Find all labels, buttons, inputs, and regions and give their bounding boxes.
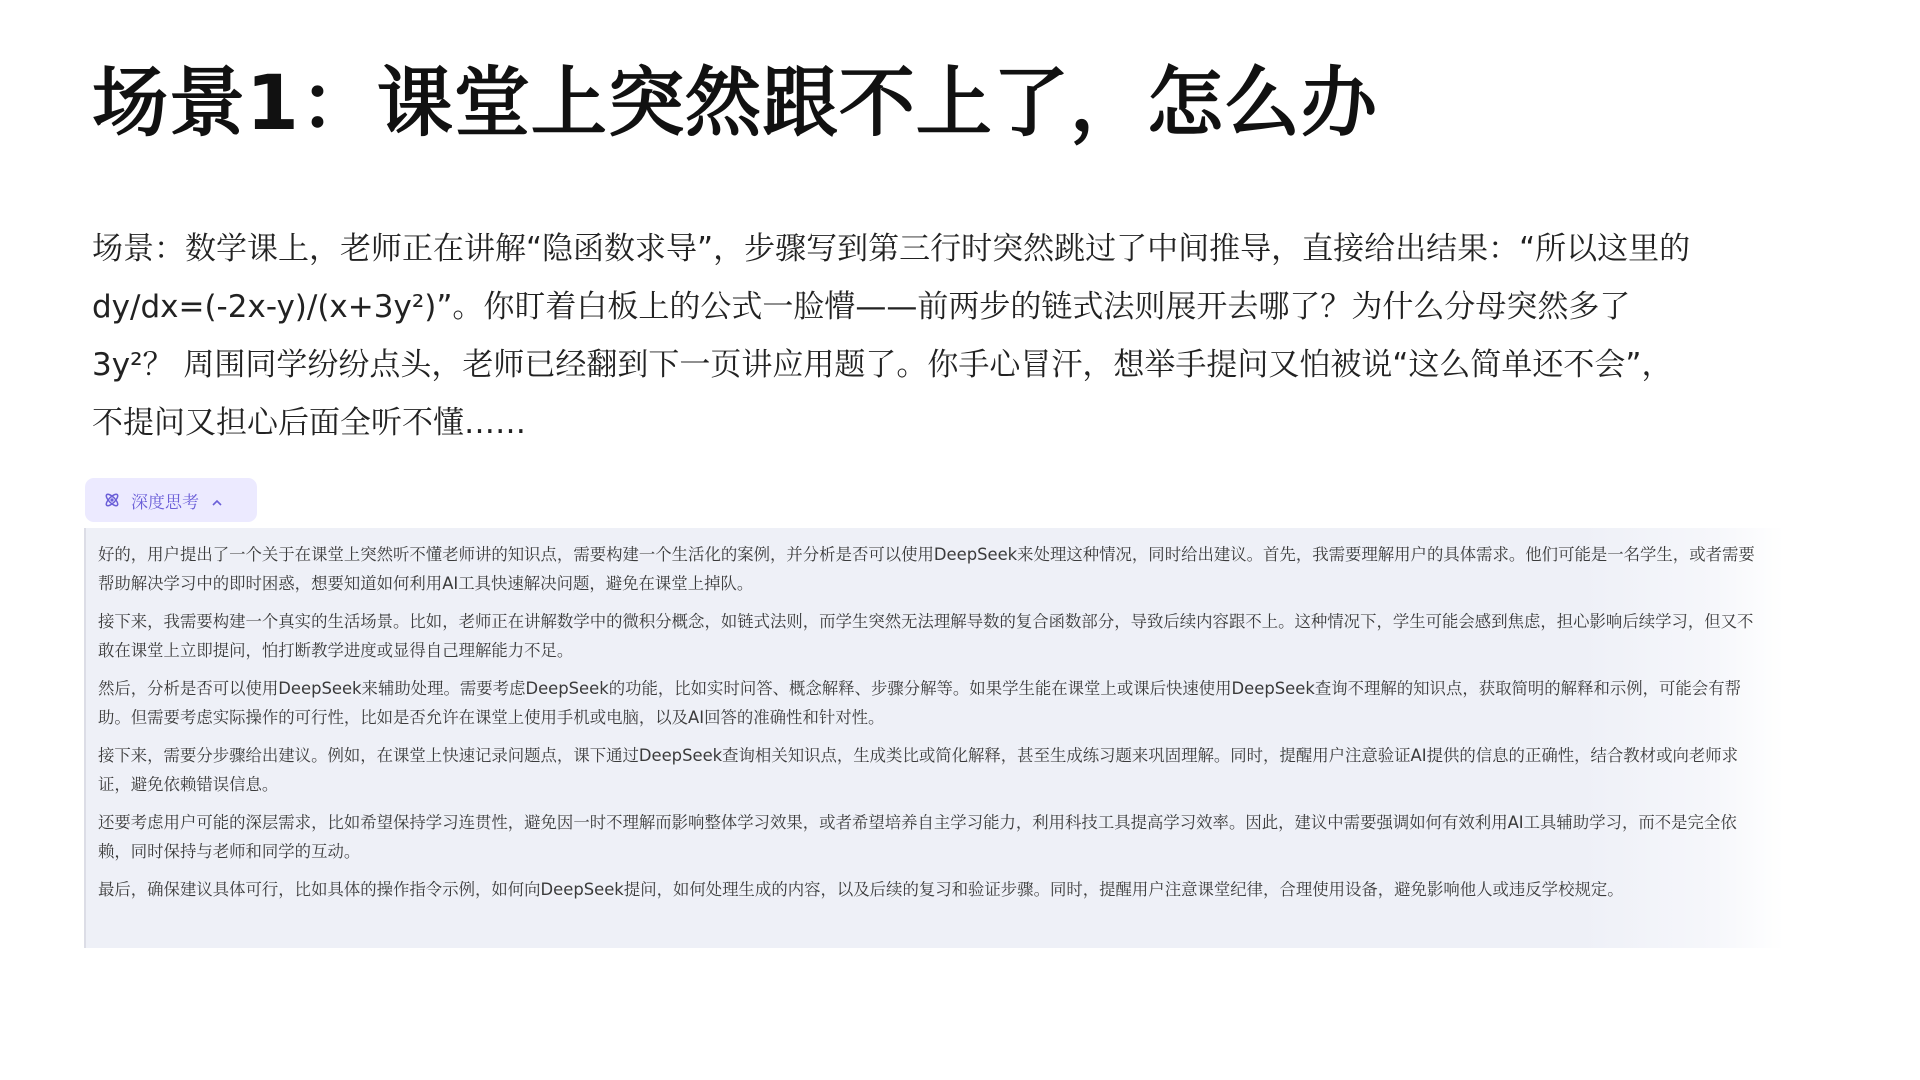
slide-title: 场景1：课堂上突然跟不上了，怎么办 [92, 58, 1378, 147]
think-paragraph-5: 还要考虑用户可能的深层需求，比如希望保持学习连贯性，避免因一时不理解而影响整体学习效果，或者希望培养自主学习能力，利用科技工具提高学习效率。因此，建议中需要强调如何有效利用AI工具辅助学习，而不是完全依赖，同时保持与老师和同学的互动。 [98, 813, 1737, 861]
scenario-text: 场景：数学课上，老师正在讲解“隐函数求导”，步骤写到第三行时突然跳过了中间推导，直接给出结果：“所以这里的dy/dx=(-2x-y)/(x+3y²)”。你盯着白板上的公式一脸懵——前两步的链式法则展开去哪了？为什么分母突然多了3y²？ 周围同学纷纷点头，老师已经翻到下一页讲应用题了。你手心冒汗，想举手提问又怕被说“这么简单还不会”，不提问又担心后面全听不懂…… [92, 231, 1691, 441]
deep-think-label: 深度思考 [131, 492, 199, 513]
think-paragraph-1: 好的，用户提出了一个关于在课堂上突然听不懂老师讲的知识点，需要构建一个生活化的案例，并分析是否可以使用DeepSeek来处理这种情况，同时给出建议。首先，我需要理解用户的具体需求。他们可能是一名学生，或者需要帮助解决学习中的即时困惑，想要知道如何利用AI工具快速解决问题，避免在课堂上掉队。 [98, 545, 1755, 593]
think-paragraph-4: 接下来，需要分步骤给出建议。例如，在课堂上快速记录问题点，课下通过DeepSeek查询相关知识点，生成类比或简化解释，甚至生成练习题来巩固理解。同时，提醒用户注意验证AI提供的信息的正确性，结合教材或向老师求证，避免依赖错误信息。 [98, 746, 1739, 794]
deep-think-toggle[interactable] [85, 478, 257, 522]
think-paragraph-3: 然后，分析是否可以使用DeepSeek来辅助处理。需要考虑DeepSeek的功能，比如实时问答、概念解释、步骤分解等。如果学生能在课堂上或课后快速使用DeepSeek查询不理解的知识点，获取简明的解释和示例，可能会有帮助。但需要考虑实际操作的可行性，比如是否允许在课堂上使用手机或电脑，以及AI回答的准确性和针对性。 [98, 679, 1741, 727]
think-paragraph-2: 接下来，我需要构建一个真实的生活场景。比如，老师正在讲解数学中的微积分概念，如链式法则，而学生突然无法理解导数的复合函数部分，导致后续内容跟不上。这种情况下，学生可能会感到焦虑，担心影响后续学习，但又不敢在课堂上立即提问，怕打断教学进度或显得自己理解能力不足。 [98, 612, 1754, 660]
chevron-up-icon [211, 494, 223, 506]
atom-icon [103, 491, 121, 509]
think-paragraph-6: 最后，确保建议具体可行，比如具体的操作指令示例，如何向DeepSeek提问，如何处理生成的内容，以及后续的复习和验证步骤。同时，提醒用户注意课堂纪律，合理使用设备，避免影响他人或违反学校规定。 [98, 880, 1624, 899]
deep-think-panel [84, 528, 1784, 948]
